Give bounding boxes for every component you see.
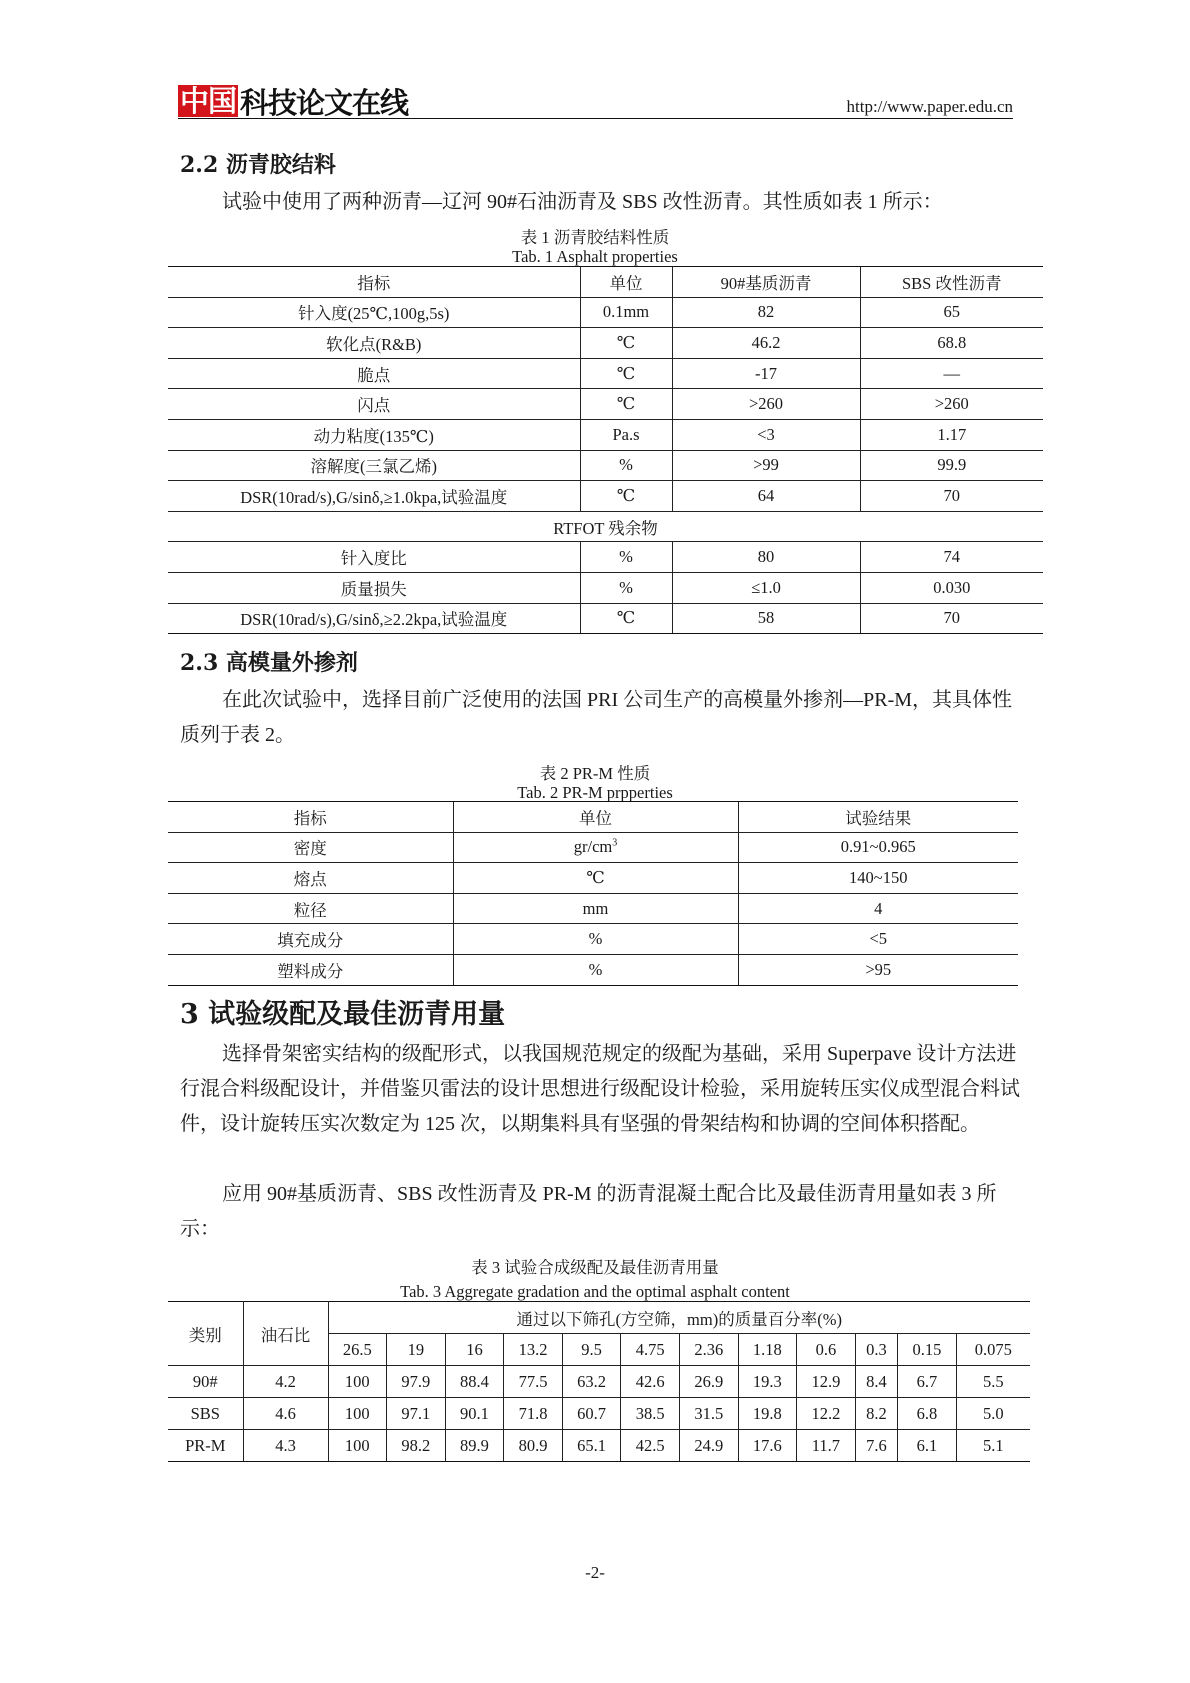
table-cell: <3 — [672, 419, 860, 450]
table-cell: 19.3 — [738, 1366, 797, 1398]
table-row — [168, 1366, 1030, 1398]
column-header: SBS 改性沥青 — [860, 267, 1043, 298]
cell-text: <5 — [869, 929, 888, 949]
table-cell: 58 — [672, 603, 860, 634]
table-row — [168, 1430, 1030, 1462]
logo-black-part: 科技论文在线 — [240, 85, 409, 120]
table-row — [168, 328, 1043, 359]
table-cell: 24.9 — [679, 1430, 738, 1462]
table-cell: 71.8 — [504, 1398, 563, 1430]
row-ratio: 4.2 — [243, 1366, 328, 1398]
table-aggregate-gradation — [168, 1301, 1030, 1462]
row-type: PR-M — [168, 1430, 243, 1462]
table-row — [168, 419, 1043, 450]
table-cell: 动力粘度(135℃) — [168, 419, 580, 450]
table-cell: 5.1 — [956, 1430, 1030, 1462]
paragraph-text: 应用 90#基质沥青、SBS 改性沥青及 PR-M 的沥青混凝土配合比及最佳沥青用量如表 3 所示： — [180, 1183, 997, 1240]
row-type: SBS — [168, 1398, 243, 1430]
table1-caption-cn: 表 1 沥青胶结料性质 — [520, 228, 670, 247]
column-header: 指标 — [168, 267, 580, 298]
section-heading-2-2: 2.2 沥青胶结料 — [180, 152, 336, 178]
table-cell: 70 — [860, 481, 1043, 512]
table-cell: -17 — [672, 358, 860, 389]
cell-text: >95 — [865, 959, 892, 979]
cell-text: mm — [582, 898, 609, 918]
table-cell — [168, 954, 453, 985]
table-cell: 82 — [672, 297, 860, 328]
table-cell: ℃ — [580, 603, 672, 634]
table-cell: 0.030 — [860, 572, 1043, 603]
table-cell: 质量损失 — [168, 572, 580, 603]
table-cell: 100 — [328, 1398, 387, 1430]
table-cell — [453, 954, 738, 985]
table-cell: Pa.s — [580, 419, 672, 450]
table2-caption-cn: 表 2 PR-M 性质 — [539, 764, 651, 783]
table-cell: ℃ — [580, 481, 672, 512]
table-cell — [453, 924, 738, 955]
section-3-paragraph-2 — [180, 1177, 1020, 1247]
column-header: 单位 — [580, 267, 672, 298]
table-cell: 98.2 — [387, 1430, 446, 1462]
table-cell: 12.2 — [797, 1398, 856, 1430]
column-header-type: 类别 — [168, 1302, 243, 1366]
table-cell: >260 — [672, 389, 860, 420]
table-cell — [168, 893, 453, 924]
sieve-size-header: 0.3 — [855, 1334, 897, 1366]
table-prm-properties — [168, 801, 1018, 986]
table-row — [168, 297, 1043, 328]
table-cell: 74 — [860, 542, 1043, 573]
table-cell: 80.9 — [504, 1430, 563, 1462]
table-cell: 7.6 — [855, 1430, 897, 1462]
table-row — [168, 389, 1043, 420]
table-header-row — [168, 267, 1043, 298]
table-cell: — — [860, 358, 1043, 389]
table-cell: 88.4 — [445, 1366, 504, 1398]
header-divider — [178, 118, 1013, 119]
table-cell: ℃ — [580, 328, 672, 359]
table-cell — [168, 832, 453, 863]
table-cell: 65.1 — [562, 1430, 621, 1462]
cell-text: 140~150 — [849, 867, 908, 887]
table-cell: 6.7 — [898, 1366, 957, 1398]
table3-caption-en: Tab. 3 Aggregate gradation and the optimal asphalt content — [400, 1282, 790, 1301]
table-cell: 8.4 — [855, 1366, 897, 1398]
paragraph-text: 试验中使用了两种沥青—辽河 90#石油沥青及 SBS 改性沥青。其性质如表 1 所示： — [222, 191, 943, 213]
table-cell: 11.7 — [797, 1430, 856, 1462]
table-cell: 80 — [672, 542, 860, 573]
table-cell: ℃ — [580, 389, 672, 420]
table-cell: 5.5 — [956, 1366, 1030, 1398]
table-cell — [738, 863, 1018, 894]
table-subheader-row — [168, 511, 1043, 542]
sieve-size-header: 19 — [387, 1334, 446, 1366]
cell-text: 粒径 — [293, 900, 327, 920]
table-cell: >260 — [860, 389, 1043, 420]
table-cell: 77.5 — [504, 1366, 563, 1398]
table-cell — [738, 832, 1018, 863]
site-logo — [178, 84, 408, 118]
column-header: 试验结果 — [738, 802, 1018, 833]
table-cell: 89.9 — [445, 1430, 504, 1462]
paragraph-text: 在此次试验中，选择目前广泛使用的法国 PRI 公司生产的高模量外掺剂—PR-M，其具体性质列于表 2。 — [180, 689, 1013, 746]
table-cell: 19.8 — [738, 1398, 797, 1430]
table-row — [168, 893, 1018, 924]
table-cell: 12.9 — [797, 1366, 856, 1398]
table3-caption-cn: 表 3 试验合成级配及最佳沥青用量 — [471, 1258, 719, 1277]
table-cell: 脆点 — [168, 358, 580, 389]
table2-caption-en: Tab. 2 PR-M prpperties — [517, 783, 673, 802]
table-cell: 6.1 — [898, 1430, 957, 1462]
row-ratio: 4.6 — [243, 1398, 328, 1430]
table-cell: ≤1.0 — [672, 572, 860, 603]
sieve-size-header: 9.5 — [562, 1334, 621, 1366]
cell-text: 塑料成分 — [277, 961, 344, 981]
sieve-size-header: 1.18 — [738, 1334, 797, 1366]
cell-text: 密度 — [293, 839, 327, 859]
table-cell: >99 — [672, 450, 860, 481]
table-cell: % — [580, 542, 672, 573]
cell-text: 4 — [874, 898, 883, 918]
table-cell: 70 — [860, 603, 1043, 634]
table-asphalt-properties — [168, 266, 1043, 634]
table-row — [168, 603, 1043, 634]
table-cell — [453, 893, 738, 924]
sieve-size-header: 0.15 — [898, 1334, 957, 1366]
paragraph-text: 选择骨架密实结构的级配形式，以我国规范规定的级配为基础，采用 Superpave 设计方法进行混合料级配设计，并借鉴贝雷法的设计思想进行级配设计检验，采用旋转压实仪成型混合料试件，设计旋转压实次数定为 125 次，以期集料具有坚强的骨架结构和协调的空间体积搭配。 — [180, 1043, 1020, 1135]
table-cell — [738, 893, 1018, 924]
table-cell: 60.7 — [562, 1398, 621, 1430]
cell-text: 0.91~0.965 — [840, 837, 916, 857]
table-cell: 63.2 — [562, 1366, 621, 1398]
table-cell: 31.5 — [679, 1398, 738, 1430]
section-2-3-paragraph — [180, 683, 1020, 753]
table-header-row — [168, 802, 1018, 833]
table-row — [168, 358, 1043, 389]
table-row — [168, 863, 1018, 894]
sieve-size-header: 26.5 — [328, 1334, 387, 1366]
table-cell: 65 — [860, 297, 1043, 328]
sieve-size-header: 0.6 — [797, 1334, 856, 1366]
table-cell: 软化点(R&B) — [168, 328, 580, 359]
table-cell: 42.5 — [621, 1430, 680, 1462]
section-2-2-paragraph — [180, 185, 1020, 220]
table-cell: 97.9 — [387, 1366, 446, 1398]
table-row — [168, 954, 1018, 985]
table-cell: 6.8 — [898, 1398, 957, 1430]
table-row — [168, 572, 1043, 603]
page-number: -2- — [585, 1563, 605, 1582]
logo-red-part: 中国 — [180, 84, 237, 118]
table-cell — [453, 863, 738, 894]
table-cell: 99.9 — [860, 450, 1043, 481]
table-row — [168, 542, 1043, 573]
table-row — [168, 1398, 1030, 1430]
table-cell: % — [580, 572, 672, 603]
sieve-size-header: 2.36 — [679, 1334, 738, 1366]
sieve-size-header: 4.75 — [621, 1334, 680, 1366]
section-heading-2-3: 2.3 高模量外掺剂 — [180, 650, 358, 676]
table-cell — [738, 954, 1018, 985]
unit-superscript: 3 — [612, 837, 618, 849]
table-cell: 17.6 — [738, 1430, 797, 1462]
table-row — [168, 481, 1043, 512]
table1-caption-en: Tab. 1 Asphalt properties — [512, 247, 678, 266]
sieve-size-header: 13.2 — [504, 1334, 563, 1366]
table-cell: 64 — [672, 481, 860, 512]
site-url[interactable]: http://www.paper.edu.cn — [846, 97, 1013, 116]
cell-text: ℃ — [586, 867, 605, 887]
section-3-paragraph-1 — [180, 1037, 1020, 1142]
sieve-size-header: 0.075 — [956, 1334, 1030, 1366]
column-header: 指标 — [168, 802, 453, 833]
cell-text: gr/cm — [573, 837, 613, 857]
table-cell: 26.9 — [679, 1366, 738, 1398]
table-cell: 闪点 — [168, 389, 580, 420]
table-header-row — [168, 1302, 1030, 1334]
table-cell: % — [580, 450, 672, 481]
sieve-size-header: 16 — [445, 1334, 504, 1366]
table-cell: 针入度比 — [168, 542, 580, 573]
cell-text: % — [588, 959, 603, 979]
table-cell — [738, 924, 1018, 955]
table-cell: 97.1 — [387, 1398, 446, 1430]
table-row — [168, 450, 1043, 481]
table-cell: 针入度(25℃,100g,5s) — [168, 297, 580, 328]
table-cell: 溶解度(三氯乙烯) — [168, 450, 580, 481]
table-cell: ℃ — [580, 358, 672, 389]
table-cell: 38.5 — [621, 1398, 680, 1430]
cell-text: % — [588, 929, 603, 949]
table-row — [168, 832, 1018, 863]
table-cell — [168, 863, 453, 894]
cell-text: 熔点 — [293, 869, 327, 889]
table-cell: 42.6 — [621, 1366, 680, 1398]
table-cell: 0.1mm — [580, 297, 672, 328]
table-row — [168, 924, 1018, 955]
row-ratio: 4.3 — [243, 1430, 328, 1462]
table-cell: 68.8 — [860, 328, 1043, 359]
table-cell: 100 — [328, 1430, 387, 1462]
table-cell: 1.17 — [860, 419, 1043, 450]
cell-text: 填充成分 — [277, 931, 344, 951]
table-cell — [453, 832, 738, 863]
column-header: 单位 — [453, 802, 738, 833]
section-heading-3: 3 试验级配及最佳沥青用量 — [180, 999, 506, 1030]
column-header: 90#基质沥青 — [672, 267, 860, 298]
table-cell: DSR(10rad/s),G/sinδ,≥1.0kpa,试验温度 — [168, 481, 580, 512]
row-type: 90# — [168, 1366, 243, 1398]
table-cell: 5.0 — [956, 1398, 1030, 1430]
table-cell: 100 — [328, 1366, 387, 1398]
column-header-ratio: 油石比 — [243, 1302, 328, 1366]
table-cell — [168, 924, 453, 955]
table-cell: 8.2 — [855, 1398, 897, 1430]
table-cell: DSR(10rad/s),G/sinδ,≥2.2kpa,试验温度 — [168, 603, 580, 634]
table-cell: 90.1 — [445, 1398, 504, 1430]
table-cell: 46.2 — [672, 328, 860, 359]
table-subheader: RTFOT 残余物 — [168, 511, 1043, 542]
column-header-group: 通过以下筛孔(方空筛，mm)的质量百分率(%) — [328, 1302, 1030, 1334]
